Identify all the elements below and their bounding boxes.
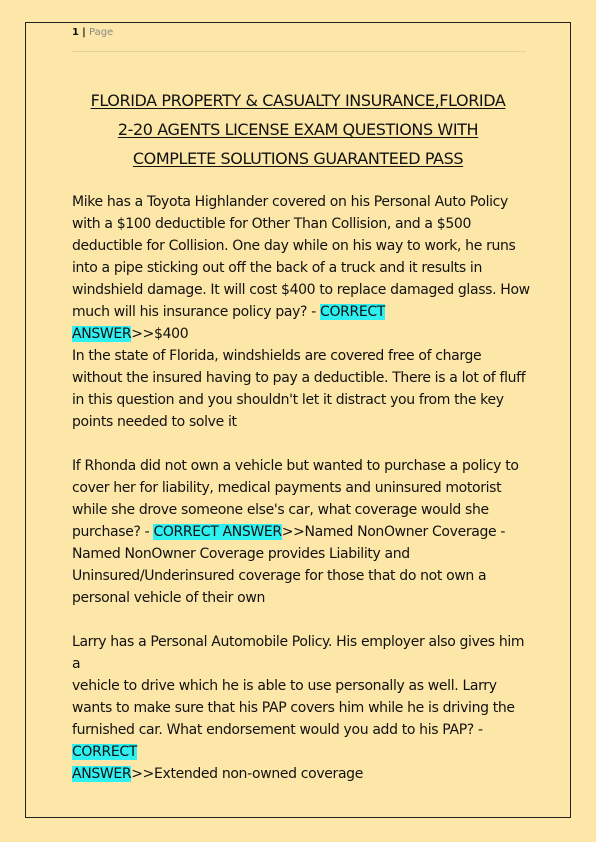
correct-answer-highlight: ANSWER [72, 766, 132, 782]
question-line: wants to make sure that his PAP covers him while he is driving the [72, 700, 515, 716]
answer-text: >>$400 [131, 326, 189, 342]
question-block-3 [72, 631, 534, 785]
explanation-line: without the insured having to pay a deductible. There is a lot of fluff [72, 370, 526, 386]
question-block-1 [72, 191, 534, 433]
question-line: windshield damage. It will cost $400 to replace damaged glass. How [72, 282, 530, 298]
question-text: much will his insurance policy pay? - [72, 304, 321, 320]
correct-answer-highlight: CORRECT [320, 304, 385, 320]
title-line: COMPLETE SOLUTIONS GUARANTEED PASS [132, 149, 464, 168]
correct-answer-highlight: ANSWER [72, 326, 132, 342]
question-line: cover her for liability, medical payments and uninsured motorist [72, 480, 502, 496]
question-line: Mike has a Toyota Highlander covered on his Personal Auto Policy [72, 194, 508, 210]
page-label: Page [89, 27, 114, 38]
question-text: purchase? - [72, 524, 154, 540]
document-body [72, 191, 534, 785]
header-separator: | [82, 27, 86, 38]
explanation-line: personal vehicle of their own [72, 590, 265, 606]
question-line: with a $100 deductible for Other Than Collision, and a $500 [72, 216, 471, 232]
title-line: FLORIDA PROPERTY & CASUALTY INSURANCE,FLORIDA [90, 91, 506, 110]
paragraph-gap [72, 609, 534, 631]
explanation-line: in this question and you shouldn't let it distract you from the key [72, 392, 504, 408]
answer-line [72, 763, 534, 785]
answer-text: >>Named NonOwner Coverage - [281, 524, 506, 540]
paragraph-gap [72, 433, 534, 455]
correct-answer-highlight: CORRECT ANSWER [153, 524, 282, 540]
question-line: deductible for Collision. One day while on his way to work, he runs [72, 238, 516, 254]
answer-line [72, 521, 534, 543]
answer-text: >>Extended non-owned coverage [131, 766, 363, 782]
document-title [60, 86, 536, 173]
title-line: 2-20 AGENTS LICENSE EXAM QUESTIONS WITH [117, 120, 479, 139]
answer-line [72, 741, 534, 763]
question-line: If Rhonda did not own a vehicle but wanted to purchase a policy to [72, 458, 519, 474]
question-line [72, 301, 534, 323]
page-number: 1 [72, 27, 79, 38]
page-header [72, 27, 526, 52]
question-block-2 [72, 455, 534, 609]
question-line: Larry has a Personal Automobile Policy. His employer also gives him a [72, 634, 525, 672]
explanation-line: Named NonOwner Coverage provides Liability and [72, 546, 410, 562]
correct-answer-highlight: CORRECT [72, 744, 137, 760]
answer-line [72, 323, 534, 345]
explanation-line: Uninsured/Underinsured coverage for those that do not own a [72, 568, 487, 584]
question-line: furnished car. What endorsement would you add to his PAP? - [72, 722, 483, 738]
question-line: while she drove someone else's car, what coverage would she [72, 502, 489, 518]
explanation-line: points needed to solve it [72, 414, 237, 430]
question-line: into a pipe sticking out off the back of a truck and it results in [72, 260, 482, 276]
question-line: vehicle to drive which he is able to use personally as well. Larry [72, 678, 497, 694]
explanation-line: In the state of Florida, windshields are covered free of charge [72, 348, 482, 364]
